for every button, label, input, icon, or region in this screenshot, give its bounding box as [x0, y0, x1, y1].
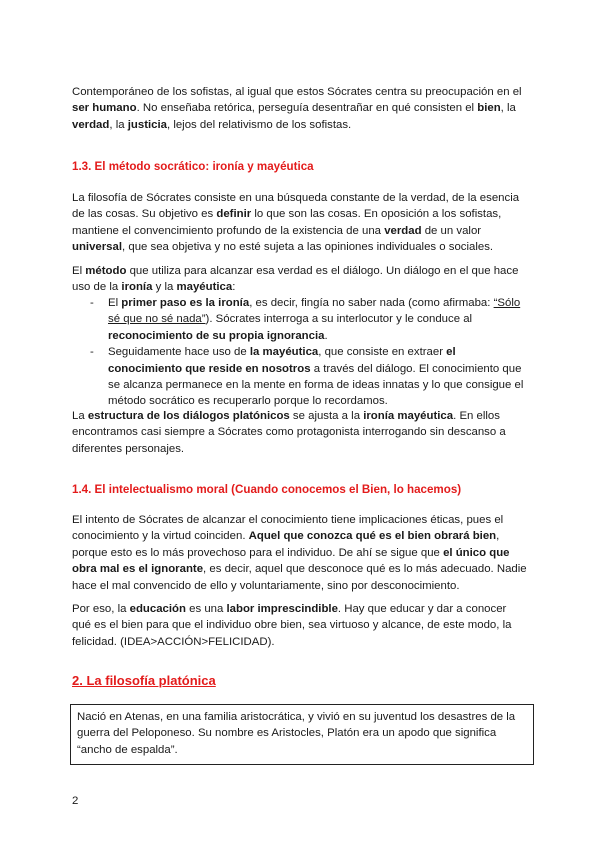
paragraph-education — [72, 601, 527, 650]
intro-paragraph — [72, 84, 527, 133]
text: El intento de Sócrates de alcanzar el conocimiento tiene implicaciones éticas, pues el conocimiento y la virtud coinciden. — [72, 514, 504, 543]
section-heading-2: 2. La filosofía platónica — [72, 673, 216, 688]
text: Contemporáneo de los sofistas, al igual que estos Sócrates centra su preocupación en el — [72, 86, 522, 98]
bold-term: estructura de los diálogos platónicos — [87, 410, 290, 422]
page-number: 2 — [72, 795, 79, 807]
bold-term: primer paso es la ironía — [121, 297, 250, 309]
text: , es decir, aquel que desconoce qué es lo más adecuado. Nadie hace el mal convencido de ello y voluntariamente, sino por desconocimiento. — [72, 563, 527, 592]
bold-term: verdad — [72, 118, 110, 131]
bold-term: ironía mayéutica — [363, 410, 454, 422]
bold-term: bien — [477, 102, 501, 115]
section-heading-1-4: 1.4. El intelectualismo moral (Cuando conocemos el Bien, lo hacemos) — [72, 483, 462, 496]
text: El — [108, 297, 122, 309]
text: : — [232, 281, 236, 294]
method-steps-list — [72, 295, 527, 410]
text: , la — [500, 102, 516, 115]
quote-underlined: “Sólo sé que no sé nada” — [108, 297, 521, 326]
bold-term: el conocimiento que reside en nosotros — [108, 346, 456, 375]
bold-term: mayéutica — [176, 281, 233, 294]
paragraph-socrates-philosophy — [72, 190, 527, 256]
text: es una — [185, 603, 227, 615]
paragraph-method — [72, 263, 527, 296]
section-heading-1-3: 1.3. El método socrático: ironía y mayéutica — [72, 160, 314, 173]
bold-term: el único que obra mal es el ignorante — [72, 546, 510, 576]
bold-term: ironía — [121, 281, 153, 294]
text: Seguidamente hace uso de — [108, 346, 250, 359]
text: , lejos del relativismo de los sofistas. — [166, 118, 352, 131]
text: , es decir, fingía no saber nada (como afirmaba: — [249, 297, 494, 309]
bold-term: justicia — [127, 118, 167, 131]
text: . — [324, 329, 328, 342]
text: , la — [109, 118, 128, 131]
text: y la — [152, 281, 177, 294]
list-item — [72, 295, 527, 344]
text: ). Sócrates interroga a su interlocutor y le conduce al — [205, 313, 473, 326]
text: de un valor — [421, 224, 482, 237]
text: , porque esto es lo más provechoso para el individuo. De ahí se sigue que — [72, 530, 500, 559]
paragraph-dialogue-structure — [72, 408, 527, 457]
text: se ajusta a la — [289, 410, 364, 422]
text: . En ellos encontramos casi siempre a Sócrates como protagonista interrogando sin descanso a diferentes personajes. — [72, 410, 506, 455]
bold-term: universal — [72, 241, 123, 254]
text: La — [72, 410, 88, 422]
bold-term: educación — [129, 603, 186, 615]
bold-term: ser humano — [72, 102, 137, 115]
text: a través del diálogo. El conocimiento que se alcanza permanece en la mente en forma de ideas innatas y lo que consigue el método socrático es recuperarlo porque lo recordamos. — [108, 362, 524, 408]
biography-box: Nació en Atenas, en una familia aristocrática, y vivió en su juventud los desastres de la guerra del Peloponeso. Su nombre es Aristocles, Platón era un apodo que significa “ancho de espalda”. — [70, 704, 534, 765]
dash-bullet: - — [90, 346, 94, 359]
bold-term: reconocimiento de su propia ignorancia — [108, 329, 325, 342]
text: , que consiste en extraer — [318, 346, 447, 359]
text: La filosofía de Sócrates consiste en una búsqueda constante de la verdad, de la esencia de las cosas. Su objetivo es — [72, 192, 520, 221]
text: , que sea objetiva y no esté sujeta a las opiniones individuales o sociales. — [122, 241, 494, 254]
bold-term: labor imprescindible — [226, 603, 338, 615]
bold-term: Aquel que conozca qué es el bien obrará bien — [248, 530, 497, 543]
text: Por eso, la — [72, 603, 130, 615]
text: que utiliza para alcanzar esa verdad es el diálogo. Un diálogo en el que hace uso de la — [72, 265, 519, 294]
paragraph-intellectualism — [72, 512, 527, 594]
bold-term: verdad — [384, 224, 422, 237]
text: lo que son las cosas. En oposición a los sofistas, mantiene el convencimiento profundo de la existencia de una — [72, 208, 502, 237]
text: . No enseñaba retórica, perseguía desentrañar en qué consisten el — [136, 102, 478, 115]
bold-term: la mayéutica — [249, 346, 319, 359]
text: El — [72, 265, 86, 277]
text: . Hay que educar y dar a conocer qué es el bien para que el individuo obre bien, sea virtuoso y alcance, de este modo, la felicidad. (IDEA>ACCIÓN>FELICIDAD). — [72, 603, 512, 648]
dash-bullet: - — [90, 297, 94, 309]
bold-term: definir — [216, 208, 252, 221]
list-item — [72, 344, 527, 410]
bold-term: método — [85, 265, 127, 277]
